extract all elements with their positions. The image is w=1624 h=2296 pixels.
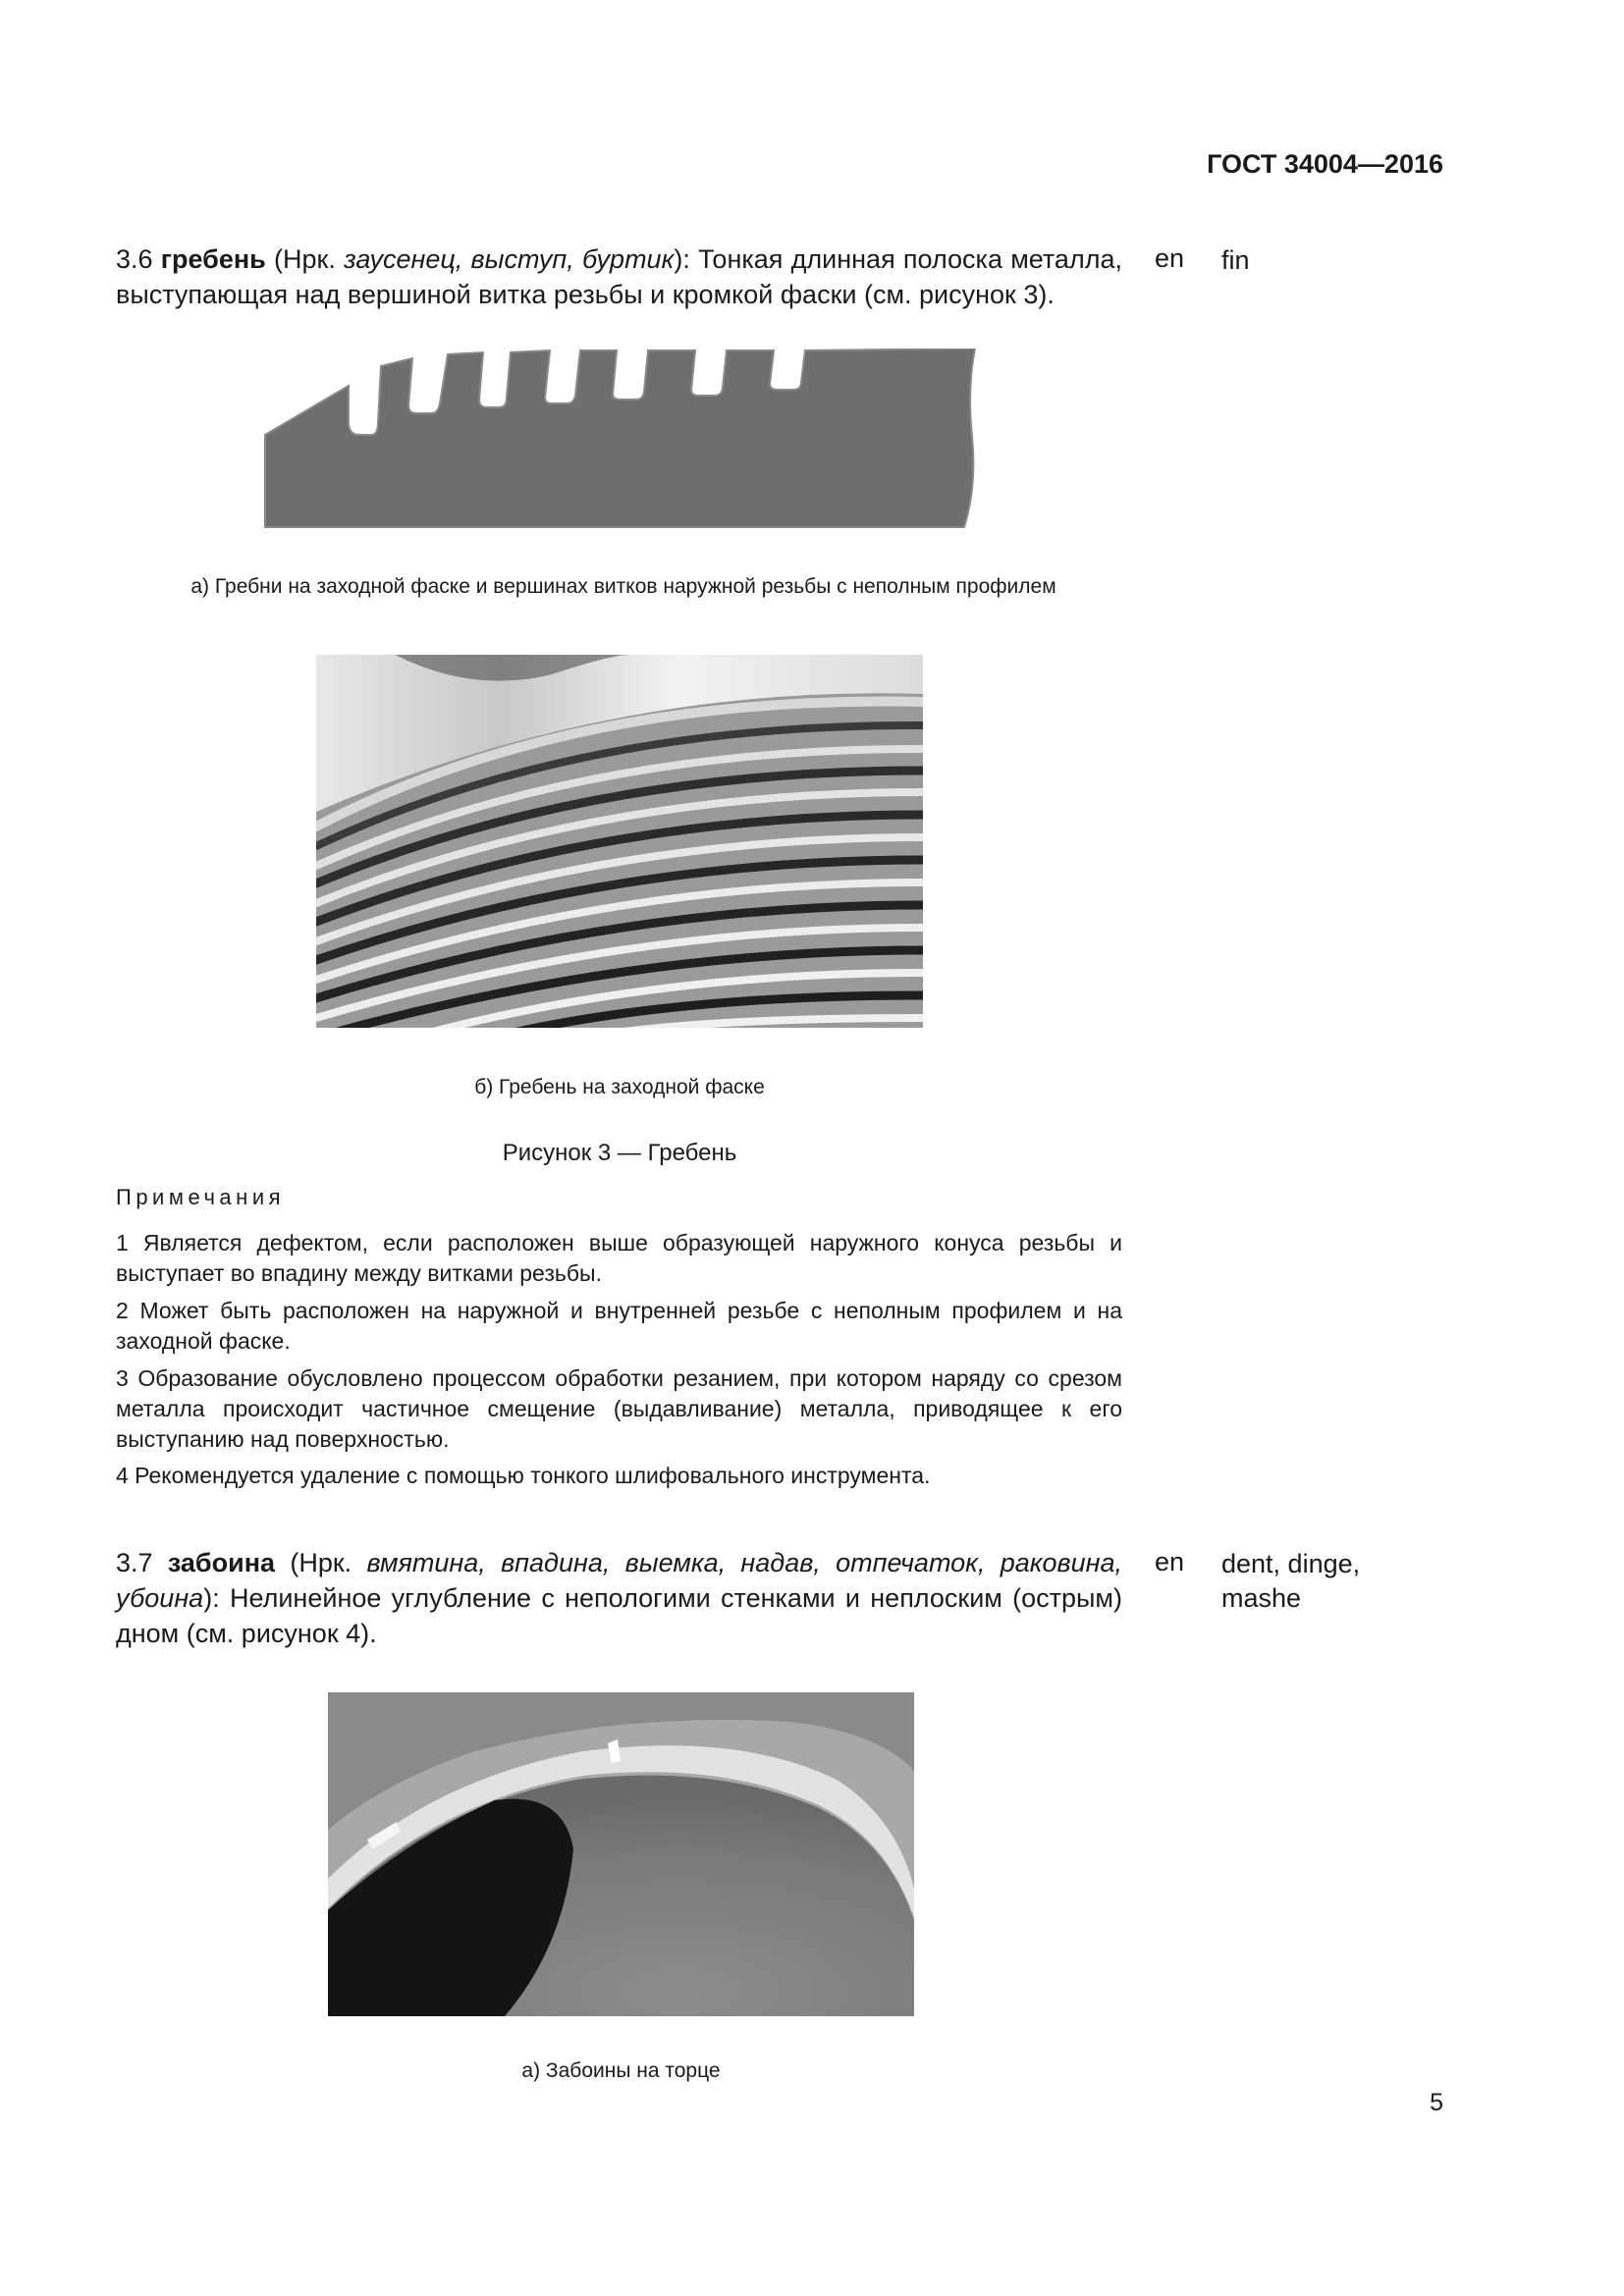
term-3-6-lang: en	[1155, 243, 1185, 273]
term-definition: ): Тонкая длинная полоска металла, выступающая над вершиной витка резьбы и кромкой фаски (см. рисунок 3).	[116, 244, 1122, 309]
term-3-6-equivalent: fin	[1221, 245, 1250, 275]
term-synonyms: вмятина, впадина, выемка, надав, отпечаток, раковина, убоина	[116, 1548, 1122, 1613]
thread-profile-shape	[265, 348, 975, 527]
thread-profile-drawing	[255, 348, 982, 540]
dent-photo-art	[328, 1692, 914, 2016]
thread-crest-photo-art	[316, 655, 923, 1028]
page-number: 5	[1430, 2089, 1443, 2116]
document-code: ГОСТ 34004—2016	[1207, 149, 1443, 179]
equivalent-line-1: dent, dinge,	[1221, 1549, 1361, 1578]
term-3-6-paragraph	[116, 241, 1122, 312]
term-definition: ): Нелинейное углубление с непологими стенками и неплоским (острым) дном (см. рисунок 4).	[116, 1583, 1122, 1648]
term-3-7-paragraph	[116, 1545, 1122, 1651]
equivalent-line-2: mashe	[1221, 1583, 1302, 1613]
figure4-caption-a: а) Забоины на торце	[521, 2059, 721, 2082]
note-1: 1 Является дефектом, если расположен выше образующей наружного конуса резьбы и выступает во впадину между витками резьбы.	[116, 1230, 1122, 1286]
term-name: забоина	[167, 1548, 276, 1577]
term-name: гребень	[160, 244, 266, 274]
figure3-caption-a: а) Гребни на заходной фаске и вершинах витков наружной резьбы с неполным профилем	[190, 575, 1056, 598]
term-synonyms: заусенец, выступ, буртик	[344, 244, 675, 274]
notes-title: Примечания	[116, 1185, 286, 1209]
note-4: 4 Рекомендуется удаление с помощью тонкого шлифовального инструмента.	[116, 1463, 931, 1488]
term-number: 3.6	[116, 244, 153, 274]
note-2: 2 Может быть расположен на наружной и внутренней резьбе с неполным профилем и на заходной фаске.	[116, 1298, 1122, 1354]
dent-end-face-photo	[328, 1692, 914, 2016]
term-number: 3.7	[116, 1548, 153, 1577]
term-3-7-equivalent	[1221, 1547, 1360, 1616]
nrk-prefix: (Нрк.	[265, 244, 345, 274]
term-3-7-lang: en	[1155, 1547, 1185, 1576]
thread-crest-photo	[316, 655, 923, 1028]
figure3-caption-b: б) Гребень на заходной фаске	[474, 1076, 765, 1098]
note-3: 3 Образование обусловлено процессом обработки резанием, при котором наряду со срезом металла происходит частичное смещение (выдавливание) металла, приводящее к его выступанию над поверхностью.	[116, 1365, 1122, 1452]
nrk-prefix: (Нрк.	[275, 1548, 367, 1577]
figure3-title: Рисунок 3 — Гребень	[502, 1140, 737, 1166]
